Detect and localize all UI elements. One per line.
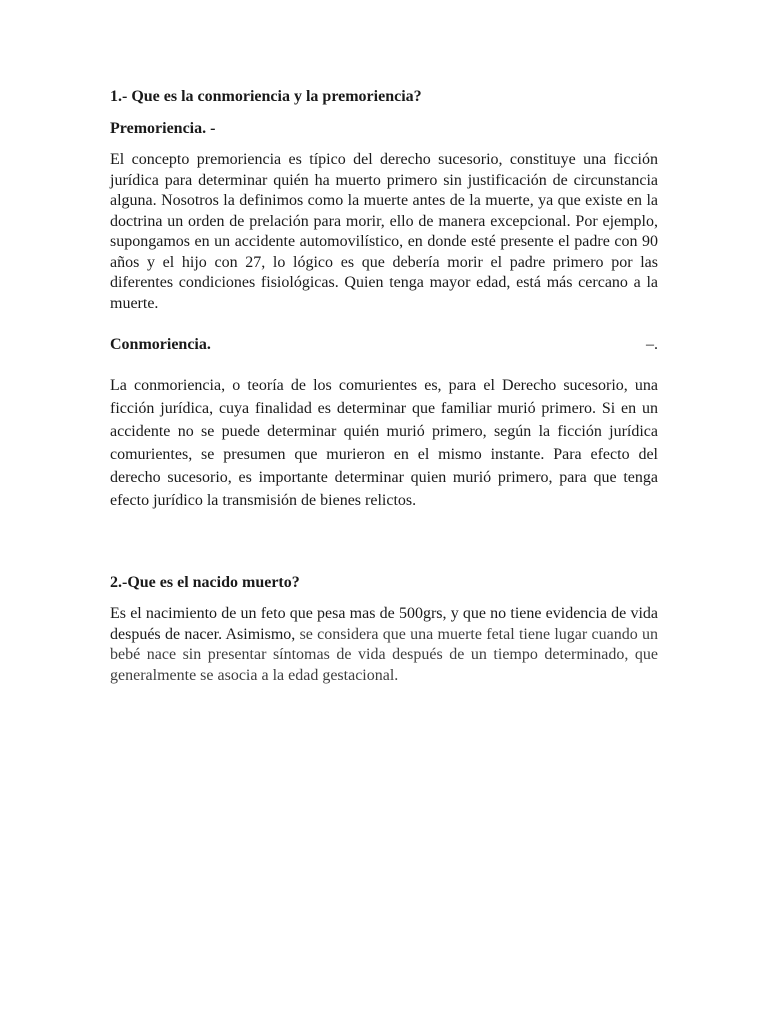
premoriencia-paragraph: El concepto premoriencia es típico del derecho sucesorio, constituye una ficción jurídica para determinar quién ha muerto primero sin justificación de circunstancia alguna. Nosotros la definimos como la muerte antes de la muerte, ya que existe en la doctrina un orden de prelación para morir, ello de manera excepcional. Por ejemplo, supongamos en un accidente automovilístico, en donde esté presente el padre con 90 años y el hijo con 27, lo lógico es que debería morir el padre primero por las diferentes condiciones fisiológicas. Quien tenga mayor edad, está más cercano a la muerte.: [110, 151, 658, 312]
question-1-title: 1.- Que es la conmoriencia y la premoriencia?: [110, 88, 422, 105]
conmoriencia-heading-row: [110, 334, 658, 356]
question-2-title: 2.-Que es el nacido muerto?: [110, 574, 300, 591]
conmoriencia-heading: Conmoriencia.: [110, 336, 211, 353]
nacido-muerto-paragraph: [110, 604, 658, 686]
conmoriencia-paragraph: La conmoriencia, o teoría de los comurientes es, para el Derecho sucesorio, una ficción jurídica, cuya finalidad es determinar que familiar murió primero. Si en un accidente no se puede determinar quién murió primero, según la ficción jurídica comurientes, se presumen que murieron en el mismo instante. Para efecto del derecho sucesorio, es importante determinar quien murió primero, para que tenga efecto jurídico la transmisión de bienes relictos.: [110, 377, 658, 509]
document-page: [110, 86, 658, 686]
conmoriencia-dash: –.: [646, 336, 658, 353]
premoriencia-heading: Premoriencia. -: [110, 120, 216, 137]
nacido-muerto-text-1: Es el nacimiento de un feto que pesa mas de 500grs, y que no tiene evidencia de vida después de nacer. Asimismo,: [110, 605, 658, 643]
nacido-muerto-text-2: se considera que una muerte fetal tiene lugar cuando un bebé nace sin presentar síntomas de vida después de un tiempo determinado, que generalmente se asocia a la edad gestacional.: [110, 625, 658, 684]
